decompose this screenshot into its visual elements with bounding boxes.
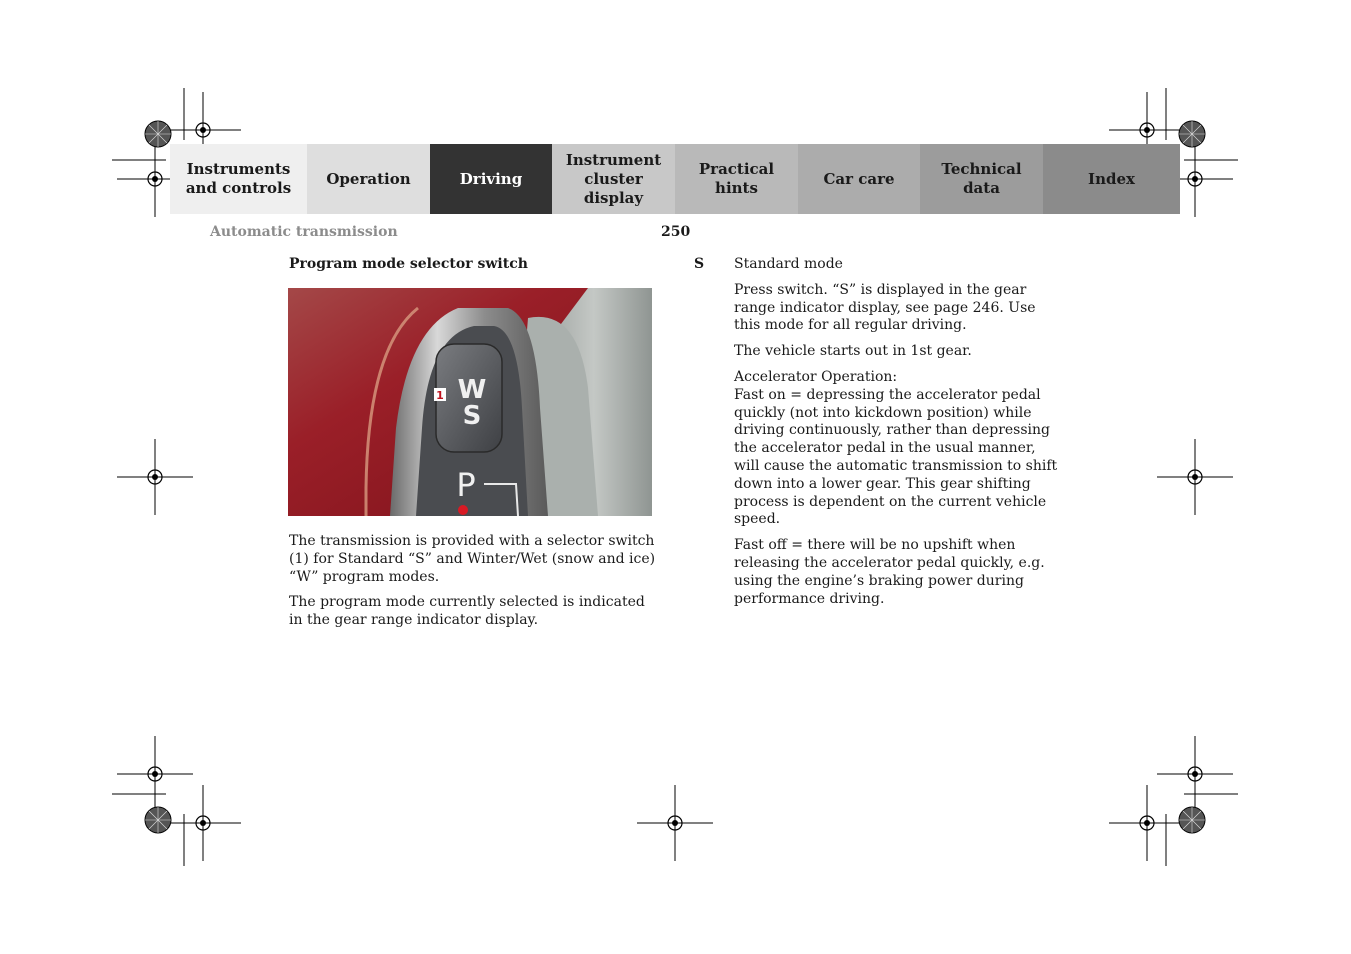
accelerator-title: Accelerator Operation: — [734, 368, 898, 385]
section-title: Automatic transmission — [210, 224, 398, 240]
tab-operation[interactable]: Operation — [307, 144, 430, 214]
switch-label-s: S — [462, 401, 482, 431]
tab-driving[interactable]: Driving — [430, 144, 552, 214]
fast-off-text: Fast off = there will be no upshift when releasing the accelerator pedal quickly, e.g. using the engine’s braking power during performance driving. — [734, 537, 1045, 607]
tab-car-care[interactable]: Car care — [798, 144, 920, 214]
page-number: 250 — [661, 224, 691, 240]
tab-practical-hints[interactable]: Practical hints — [675, 144, 798, 214]
page-heading: Program mode selector switch — [289, 256, 528, 272]
paragraph: Press switch. “S” is displayed in the gear range indicator display, see page 246. Use this mode for all regular driving. — [734, 281, 1036, 334]
chapter-tabs — [170, 144, 1180, 214]
mode-name: Standard mode — [734, 256, 843, 272]
fast-on-text: Fast on = depressing the accelerator pedal quickly (not into kickdown position) while driving continuously, rather than depressing the accelerator pedal in the usual manner, will cause the automatic transmission to shift down into a lower gear. This gear shifting process is dependent on the current vehicle speed. — [734, 386, 1058, 528]
switch-label-w: W — [457, 375, 487, 405]
paragraph: The vehicle starts out in 1st gear. — [734, 343, 972, 360]
left-column — [289, 533, 657, 638]
accelerator-block — [734, 369, 1064, 529]
mode-letter: S — [694, 256, 705, 272]
right-column — [734, 256, 1064, 616]
tab-instrument-cluster-display[interactable]: Instrument cluster display — [552, 144, 675, 214]
tab-index[interactable]: Index — [1043, 144, 1180, 214]
paragraph: The program mode currently selected is indicated in the gear range indicator display. — [289, 594, 645, 629]
gear-label-p: P — [456, 466, 476, 504]
tab-instruments-and-controls[interactable]: Instruments and controls — [170, 144, 307, 214]
selector-switch-photo — [288, 288, 652, 516]
paragraph: The transmission is provided with a selector switch (1) for Standard “S” and Winter/Wet (snow and ice) “W” program modes. — [289, 533, 656, 585]
callout-number: 1 — [436, 389, 444, 402]
tab-technical-data[interactable]: Technical data — [920, 144, 1043, 214]
